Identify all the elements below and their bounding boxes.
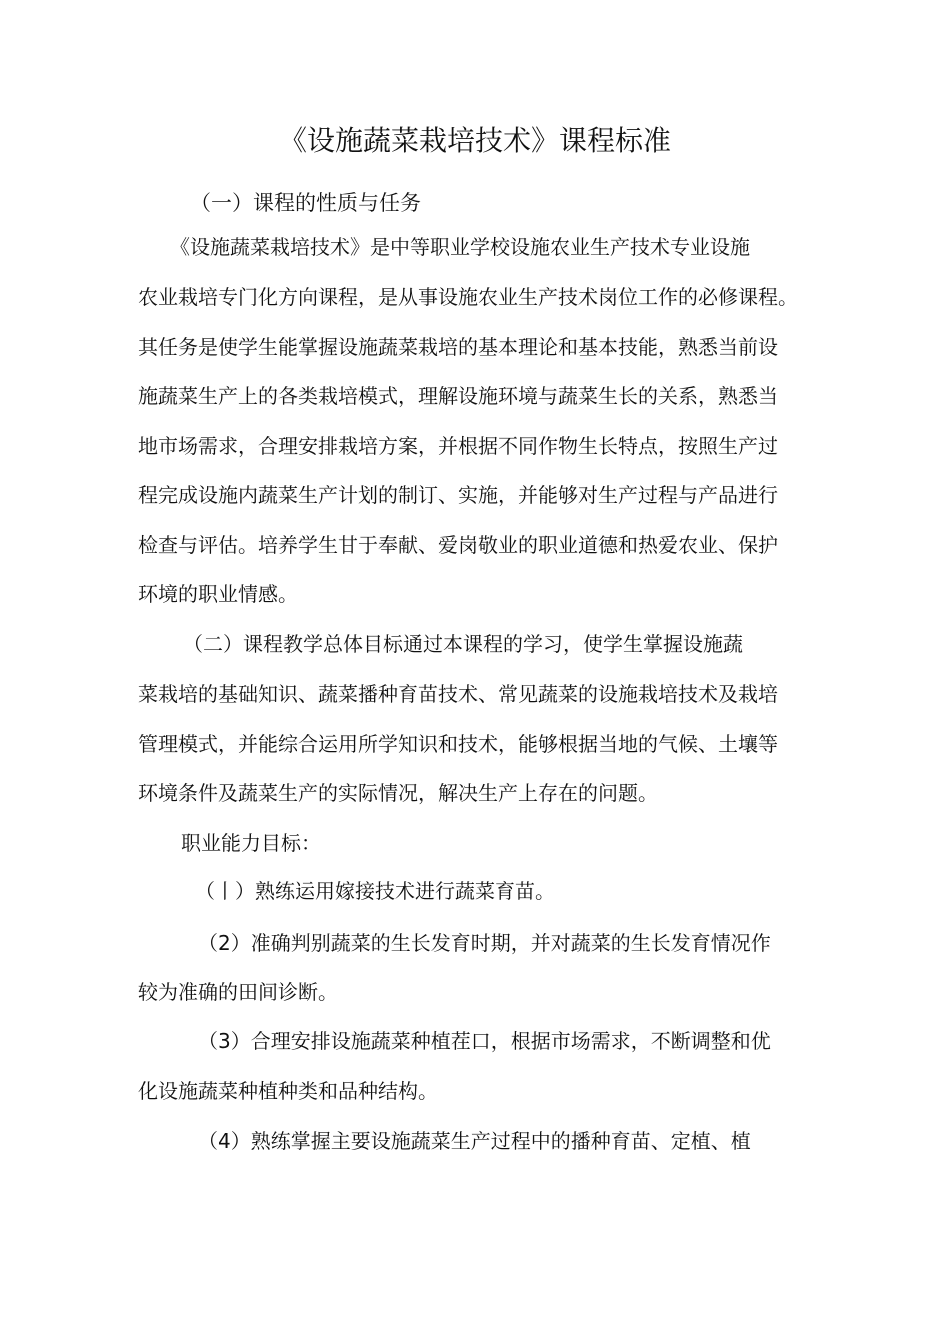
list-item-line: （丨）熟练运用嫁接技术进行蔬菜育苗。 (195, 879, 555, 903)
paragraph-line: 管理模式，并能综合运用所学知识和技术，能够根据当地的气候、土壤等 (138, 732, 778, 756)
list-item-line: （4）熟练掌握主要设施蔬菜生产过程中的播种育苗、定植、植 (198, 1129, 751, 1153)
paragraph-line: 环境的职业情感。 (138, 582, 298, 606)
paragraph-line: 环境条件及蔬菜生产的实际情况，解决生产上存在的问题。 (138, 781, 658, 805)
paragraph-line: 《设施蔬菜栽培技术》是中等职业学校设施农业生产技术专业设施 (170, 235, 750, 259)
list-item-line: 化设施蔬菜种植种类和品种结构。 (138, 1079, 438, 1103)
paragraph-line: 地市场需求，合理安排栽培方案，并根据不同作物生长特点，按照生产过 (138, 434, 778, 458)
paragraph-line: 农业栽培专门化方向课程，是从事设施农业生产技术岗位工作的必修课程。 (138, 285, 798, 309)
ability-heading: 职业能力目标： (181, 831, 321, 855)
paragraph-line: 菜栽培的基础知识、蔬菜播种育苗技术、常见蔬菜的设施栽培技术及栽培 (138, 682, 778, 706)
paragraph-line: 程完成设施内蔬菜生产计划的制订、实施，并能够对生产过程与产品进行 (138, 483, 778, 507)
document-title: 《设施蔬菜栽培技术》课程标准 (278, 124, 671, 157)
list-item-line: 较为准确的田间诊断。 (138, 980, 338, 1004)
list-item-line: （3）合理安排设施蔬菜种植茬口，根据市场需求，不断调整和优 (198, 1029, 771, 1053)
paragraph-line: （二）课程教学总体目标通过本课程的学习，使学生掌握设施蔬 (183, 632, 743, 656)
paragraph-line: 其任务是使学生能掌握设施蔬菜栽培的基本理论和基本技能，熟悉当前设 (138, 335, 778, 359)
paragraph-line: 施蔬菜生产上的各类栽培模式，理解设施环境与蔬菜生长的关系，熟悉当 (138, 384, 778, 408)
section-heading-nature-task: （一）课程的性质与任务 (190, 191, 421, 215)
list-item-line: （2）准确判别蔬菜的生长发育时期，并对蔬菜的生长发育情况作 (198, 931, 771, 955)
paragraph-line: 检查与评估。培养学生甘于奉献、爱岗敬业的职业道德和热爱农业、保护 (138, 533, 778, 557)
